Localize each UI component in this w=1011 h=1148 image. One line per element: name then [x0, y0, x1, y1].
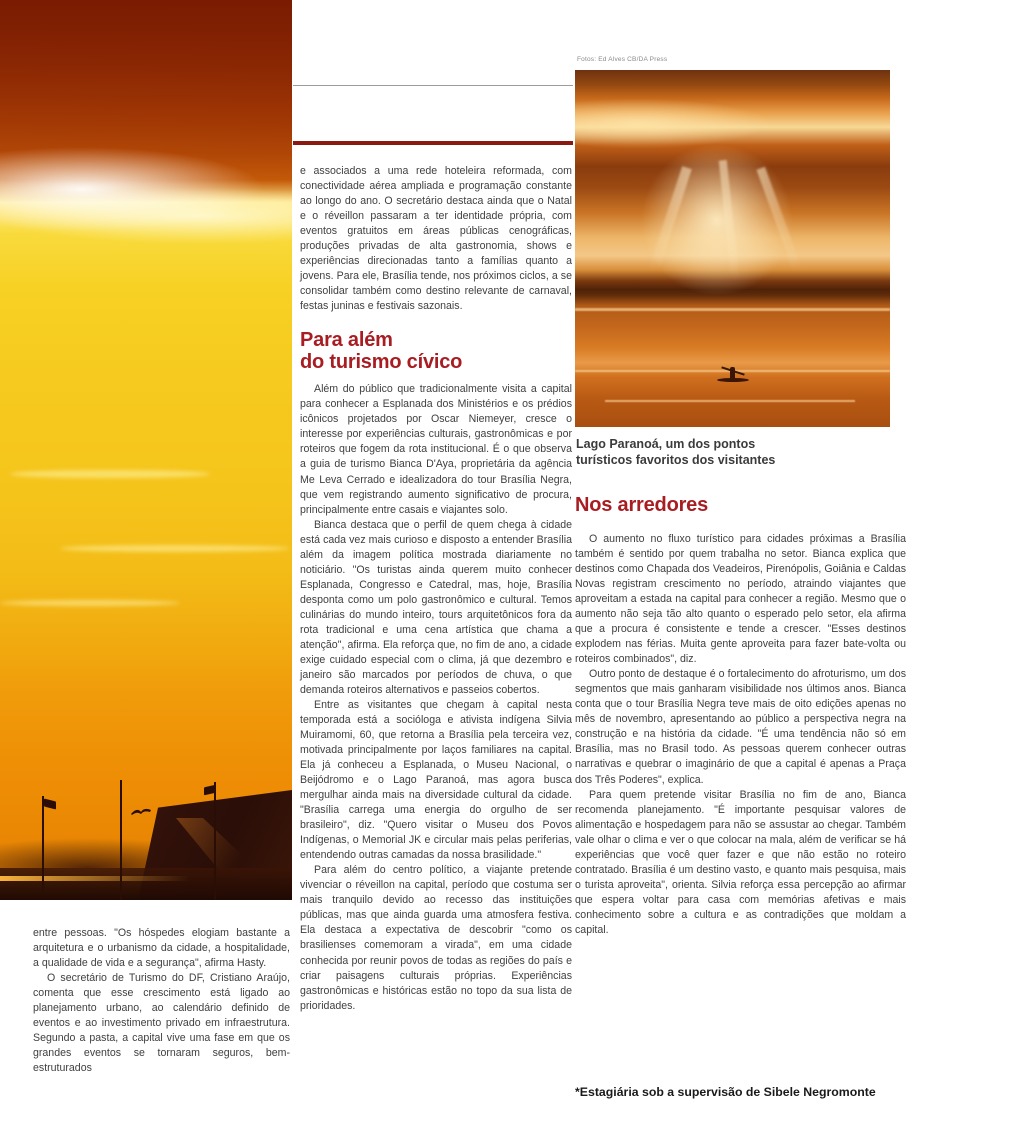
section-heading-nos-arredores: Nos arredores — [575, 494, 709, 516]
heading-line: Para além — [300, 329, 393, 352]
paragraph: O aumento no fluxo turístico para cidades próximas a Brasília também é sentido por quem trabalha no setor. Bianca explica que destinos como Chapada dos Veadeiros, Pirenópolis, Goiânia e Caldas Novas registram crescimento no período, atraindo viajantes que aproveitam a estada na capital para conhecer a região. Mesmo que o aumento não seja tão alto quanto o esperado pelo setor, ela afirma que a procura é consistente e tende a crescer. "Esses destinos explodem nas férias. Muita gente aproveita para fazer bate-volta ou roteiros combinados", diz. — [575, 533, 906, 666]
cloud-streak — [60, 545, 290, 552]
sunset-sky-photo — [0, 0, 292, 900]
water-light-streak — [575, 308, 890, 311]
right-column — [575, 494, 906, 938]
middle-column — [300, 164, 572, 1014]
photo-credit: Fotos: Ed Alves CB/DA Press — [577, 56, 668, 63]
water-light-streak — [0, 876, 190, 881]
paragraph: Bianca destaca que o perfil de quem chega à cidade está cada vez mais curioso e disposto a entender Brasília além da imagem política mostrada diariamente no noticiário. "Os turistas ainda querem muito conhecer Esplanada, Congresso e Catedral, mas, hoje, Brasília desponta como um polo gastronômico e cultural. Temos culinárias do mundo inteiro, tours arquitetônicos fora da rota tradicional e uma cena artística que chama a atenção", afirma. Ela reforça que, no fim de ano, a cidade exige cuidado especial com o clima, já que dezembro e janeiro são marcados por períodos de chuva, o que demanda roteiros alternativos e passeios cobertos. — [300, 518, 572, 696]
paragraph: Para além do centro político, a viajante pretende vivenciar o réveillon na capital, período que costuma ser mais tranquilo devido ao recesso das instituições públicas, mas que ainda guarda uma atmosfera festiva. Ela destaca a expectativa de descobrir "como os brasilienses comemoram a virada", em uma cidade conhecida por reunir povos de todas as regiões do país e criar paisagens culturais próprias. Experiências gastronômicas e históricas estão no topo da sua lista de prioridades. — [300, 864, 572, 1012]
section-heading-para-alem — [300, 329, 572, 373]
paragraph: entre pessoas. "Os hóspedes elogiam bastante a arquitetura e o urbanismo da cidade, a hospitalidade, a qualidade de vida e a segurança", afirma Hasty. — [33, 927, 290, 970]
intern-supervision-note: *Estagiária sob a supervisão de Sibele Negromonte — [575, 1085, 876, 1099]
paragraph: Para quem pretende visitar Brasília no fim de ano, Bianca recomenda planejamento. "É importante pesquisar valores de alimentação e hospedagem para não se assustar ao chegar. Também vale olhar o clima e ver o que colocar na mala, além de verificar se há experiências que você quer fazer e que não estão no roteiro contratado. Brasília é um destino vasto, e quanto mais pesquisa, mais o turista aproveita", orienta. Silvia reforça essa percepção ao afirmar que espera voltar para casa com memórias afetivas e mais conhecimento sobre a cultura e as contradições que moldam a capital. — [575, 788, 906, 936]
water-light-streak — [605, 400, 855, 402]
lago-paranoa-photo — [575, 70, 890, 427]
red-divider-rule — [293, 141, 573, 145]
photo-caption: Lago Paranoá, um dos pontos turísticos favoritos dos visitantes — [576, 437, 776, 467]
sun-ray — [756, 167, 802, 273]
sun-ray — [648, 166, 692, 274]
flag-silhouette — [44, 799, 56, 810]
thin-divider-rule — [293, 85, 573, 86]
paragraph: O secretário de Turismo do DF, Cristiano Araújo, comenta que esse crescimento está ligado ao planejamento urbano, ao calendário definido de eventos e ao investimento privado em infraestrutura. Segundo a pasta, a capital vive uma fase em que os grandes eventos se tornaram seguros, bem-estruturados — [33, 972, 290, 1075]
kayak-hull — [717, 378, 749, 382]
paragraph: Além do público que tradicionalmente visita a capital para conhecer a Esplanada dos Ministérios e os prédios icônicos projetados por Oscar Niemeyer, cresce o interesse por experiências culturais, gastronômicas e por roteiros que fogem da rota institucional. É o que observa a guia de turismo Bianca D'Aya, proprietária da agência Me Leva Cerrado e idealizadora do tour Brasília Negra, que vem registrando aumento significativo de procura, principalmente entre casais e viajantes solo. — [300, 383, 572, 516]
cloud-streak — [10, 470, 210, 478]
bird-icon — [130, 806, 152, 816]
flagpole — [120, 780, 122, 900]
paragraph: Outro ponto de destaque é o fortalecimento do afroturismo, um dos segmentos que mais ganharam visibilidade nos últimos anos. Bianca conta que o tour Brasília Negra teve mais de oito edições apenas no mês de novembro, apresentando ao público a perspectiva negra na construção e na história da cidade. "É uma tendência não só em Brasília, mas no Brasil todo. As pessoas querem conhecer outras narrativas e quebrar o imaginário de que a capital é apenas a Praça dos Três Poderes", explica. — [575, 668, 906, 786]
sun-ray — [719, 160, 739, 280]
flagpole — [42, 796, 44, 892]
flagpole — [214, 782, 216, 900]
left-column — [33, 926, 290, 1076]
paragraph: e associados a uma rede hoteleira reformada, com conectividade aérea ampliada e programação constante ao longo do ano. O secretário destaca ainda que o Natal e o réveillon passaram a ter identidade própria, com eventos gratuitos em áreas públicas cenográficas, produções privadas de alta gastronomia, shows e experiências direcionadas tanto a famílias quanto a jovens. Para ele, Brasília tende, nos próximos ciclos, a se consolidar também como destino relevante de carnaval, festas juninas e festivais sazonais. — [300, 165, 572, 313]
heading-line: do turismo cívico — [300, 351, 463, 374]
cloud-streak — [0, 600, 180, 606]
paragraph: Entre as visitantes que chegam à capital nesta temporada está a socióloga e ativista indígena Silvia Muiramomi, 60, que retorna a Brasília pela terceira vez, motivada principalmente por laços familiares na capital. Ela já conheceu a Esplanada, o Museu Nacional, o Beijódromo e o Lago Paranoá, mas agora busca mergulhar ainda mais na diversidade cultural da cidade. "Brasília carrega uma energia do orgulho de ser brasileiro", diz. "Quero visitar o Museu dos Povos Indígenas, o Memorial JK e circular mais pelas periferias, entendendo outras camadas da nossa brasilidade." — [300, 698, 572, 862]
